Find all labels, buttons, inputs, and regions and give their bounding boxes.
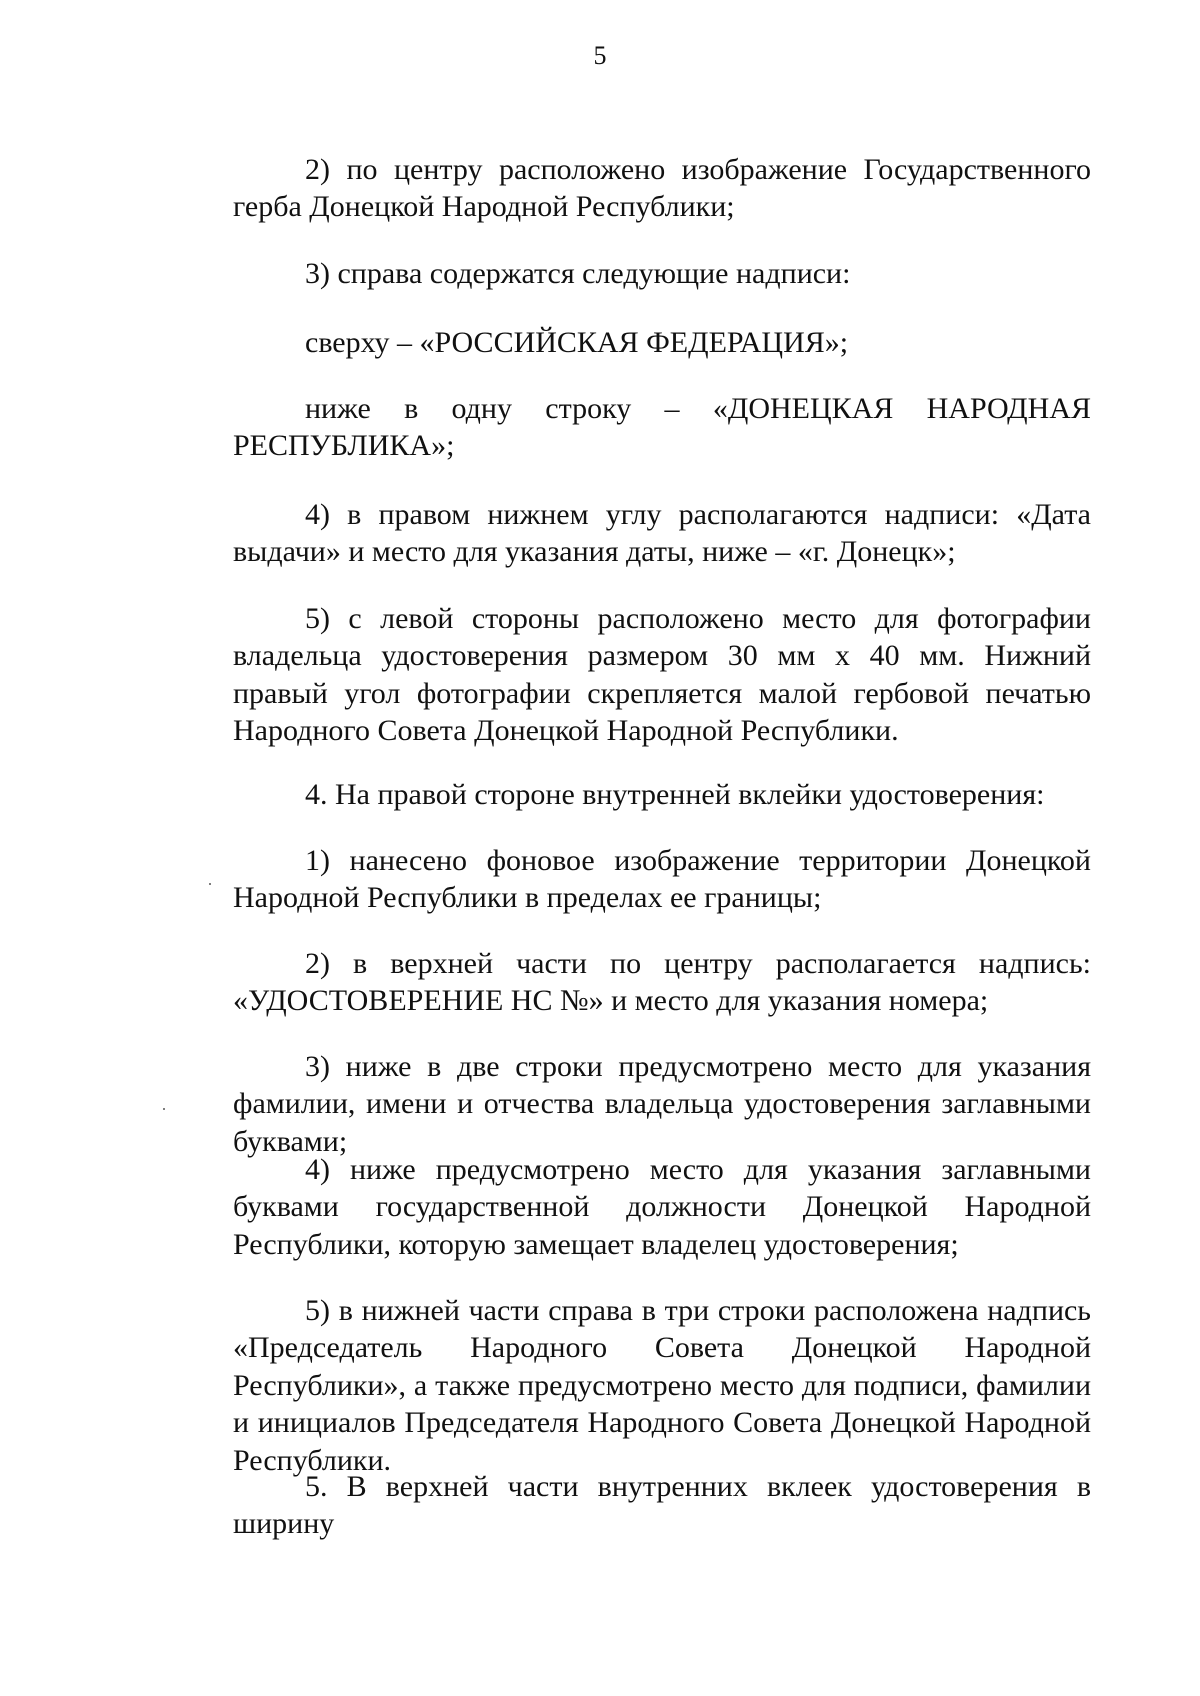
paragraph-chairman-signature: 5) в нижней части справа в три строки расположена надпись «Председатель Народного Совета Донецкой Народной Республики», а также предусмотрено место для подписи, фамилии и инициалов Председателя Народного Совета Донецкой Народной Республики. [233,1294,1091,1477]
paragraph-top-inscription: сверху – «РОССИЙСКАЯ ФЕДЕРАЦИЯ»; [305,326,849,359]
paragraph-right-inscriptions: 3) справа содержатся следующие надписи: [305,257,851,290]
paragraph-position: 4) ниже предусмотрено место для указания заглавными буквами государственной должности Донецкой Народной Республики, которую замещает владелец удостоверения; [233,1153,1091,1261]
paragraph-section-4-heading: 4. На правой стороне внутренней вклейки удостоверения: [305,778,1045,811]
scan-speck [209,883,211,885]
paragraph-full-name: 3) ниже в две строки предусмотрено место для указания фамилии, имени и отчества владельца удостоверения заглавными буквами; [233,1050,1091,1158]
page-number: 5 [593,41,607,70]
paragraph-certificate-number: 2) в верхней части по центру располагается надпись: «УДОСТОВЕРЕНИЕ НС №» и место для указания номера; [233,947,1091,1018]
paragraph-coat-of-arms: 2) по центру расположено изображение Государственного герба Донецкой Народной Республики; [233,153,1091,224]
paragraph-photo-place: 5) с левой стороны расположено место для фотографии владельца удостоверения размером 30 мм х 40 мм. Нижний правый угол фотографии скрепляется малой гербовой печатью Народного Совета Донецкой Народной Республики. [233,602,1091,748]
scan-speck [163,1108,165,1110]
paragraph-one-line-inscription: ниже в одну строку – «ДОНЕЦКАЯ НАРОДНАЯ РЕСПУБЛИКА»; [233,392,1091,463]
paragraph-issue-date: 4) в правом нижнем углу располагаются надписи: «Дата выдачи» и место для указания даты, ниже – «г. Донецк»; [233,498,1091,569]
paragraph-section-5-start: 5. В верхней части внутренних вклеек удостоверения в ширину [233,1470,1091,1541]
paragraph-background-map: 1) нанесено фоновое изображение территории Донецкой Народной Республики в пределах ее границы; [233,844,1091,915]
